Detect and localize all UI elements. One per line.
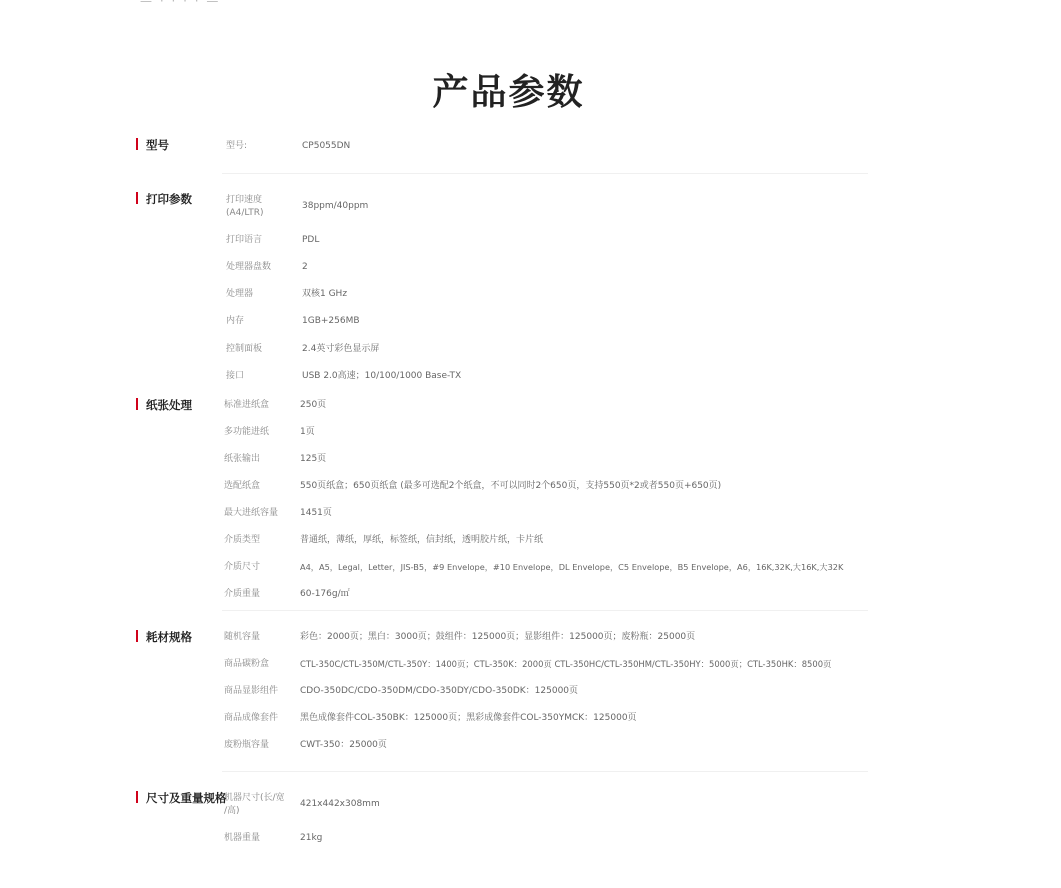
section-title: 尺寸及重量规格	[146, 791, 227, 805]
section-marker	[136, 398, 138, 410]
spec-value: 38ppm/40ppm	[302, 201, 369, 211]
spec-label: 处理器盘数	[226, 262, 272, 272]
spec-value: 普通纸，薄纸，厚纸，标签纸，信封纸，透明胶片纸，卡片纸	[300, 535, 544, 545]
spec-label: 标准进纸盒	[224, 400, 270, 410]
spec-value: 1页	[300, 427, 315, 437]
spec-label: 选配纸盒	[224, 481, 261, 491]
section-marker	[136, 791, 138, 803]
spec-value: CTL-350C/CTL-350M/CTL-350Y：1400页；CTL-350K：2000页 CTL-350HC/CTL-350HM/CTL-350HY：5000页；CTL-350HK：8500页	[300, 659, 832, 669]
spec-value: 250页	[300, 400, 327, 410]
section-divider	[222, 771, 868, 772]
spec-value: 21kg	[300, 833, 323, 843]
spec-value: 2.4英寸彩色显示屏	[302, 344, 380, 354]
section-title: 打印参数	[146, 192, 192, 206]
spec-value: USB 2.0高速；10/100/1000 Base-TX	[302, 371, 462, 381]
spec-label: 控制面板	[226, 344, 263, 354]
spec-label: 内存	[226, 316, 245, 326]
spec-value: 125页	[300, 454, 327, 464]
section-marker	[136, 630, 138, 642]
spec-label: 接口	[226, 371, 245, 381]
spec-label: 多功能进纸	[224, 427, 270, 437]
spec-value: 黑色成像套件COL-350BK：125000页；黑彩成像套件COL-350YMCK：125000页	[300, 713, 637, 723]
section-marker	[136, 192, 138, 204]
page-title: 产品参数	[432, 72, 585, 113]
spec-label: 介质类型	[224, 535, 261, 545]
spec-label: 纸张输出	[224, 454, 261, 464]
spec-label: 随机容量	[224, 632, 261, 642]
section-marker	[136, 138, 138, 150]
spec-label: 最大进纸容量	[224, 508, 279, 518]
section-title: 纸张处理	[146, 398, 192, 412]
spec-label: 机器尺寸(长/宽	[224, 793, 285, 803]
spec-value: 2	[302, 262, 308, 272]
section-divider	[222, 610, 868, 611]
section-title: 型号	[146, 138, 169, 152]
spec-label: 处理器	[226, 289, 254, 299]
section-divider	[222, 173, 868, 174]
spec-value: CDO-350DC/CDO-350DM/CDO-350DY/CDO-350DK：125000页	[300, 686, 579, 696]
spec-label: 型号:	[226, 141, 248, 151]
spec-value: 彩色：2000页；黑白：3000页；鼓组件：125000页；显影组件：125000页；废粉瓶：25000页	[300, 632, 696, 642]
spec-value: 1GB+256MB	[302, 316, 360, 326]
spec-label: 介质尺寸	[224, 562, 261, 572]
spec-label-continued: (A4/LTR)	[226, 208, 264, 218]
spec-label: 商品碳粉盒	[224, 659, 270, 669]
spec-label: 介质重量	[224, 589, 261, 599]
spec-label-continued: /高)	[224, 806, 240, 816]
spec-label: 机器重量	[224, 833, 261, 843]
spec-value: 550页纸盒；650页纸盒 (最多可选配2个纸盒，不可以同时2个650页，支持550页*2或者550页+650页)	[300, 481, 722, 491]
spec-value: CP5055DN	[302, 141, 351, 151]
spec-value: 421x442x308mm	[300, 799, 380, 809]
spec-value: 双核1 GHz	[302, 289, 348, 299]
spec-label: 商品成像套件	[224, 713, 279, 723]
spec-value: 1451页	[300, 508, 332, 518]
spec-label: 打印速度	[226, 195, 263, 205]
spec-value: CWT-350：25000页	[300, 740, 387, 750]
spec-label: 打印语言	[226, 235, 263, 245]
spec-value: PDL	[302, 235, 320, 245]
spec-label: 商品显影组件	[224, 686, 279, 696]
section-title: 耗材规格	[146, 630, 192, 644]
spec-label: 废粉瓶容量	[224, 740, 270, 750]
spec-value: 60-176g/㎡	[300, 589, 350, 599]
top-fragment-text: — · · · · —	[140, 0, 221, 8]
spec-value: A4，A5，Legal，Letter，JIS-B5，#9 Envelope，#10 Envelope，DL Envelope，C5 Envelope，B5 Envelope，A6，16K,32K,大16K,大32K	[300, 562, 844, 572]
